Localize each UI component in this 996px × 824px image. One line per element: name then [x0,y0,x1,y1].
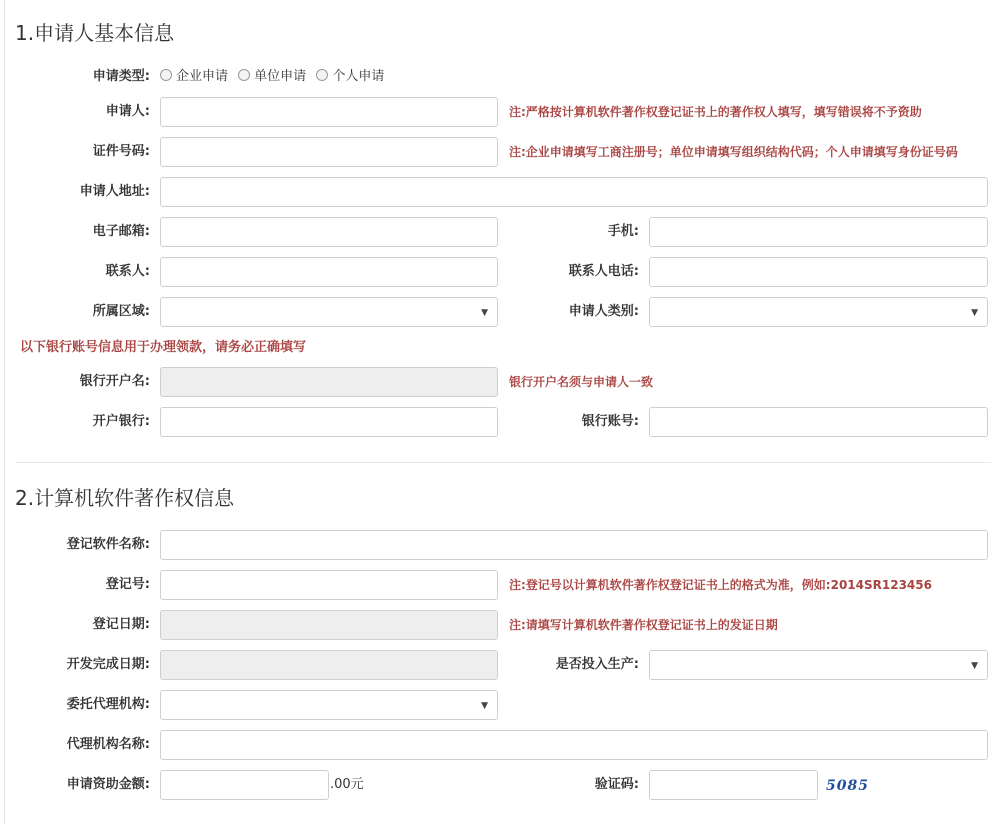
section-title-applicant: 1.申请人基本信息 [15,21,175,45]
email-input[interactable] [160,217,498,247]
region-label: 所属区域: [92,304,150,319]
amount-input[interactable] [160,770,329,800]
apply-type-label: 申请类型: [92,69,150,84]
id-number-note: 注:企业申请填写工商注册号；单位申请填写组织结构代码；个人申请填写身份证号码 [509,145,958,159]
bank-input[interactable] [160,407,498,437]
contact-phone-input[interactable] [649,257,988,287]
captcha-input[interactable] [649,770,818,800]
applicant-label: 申请人: [105,104,150,119]
id-number-input[interactable] [160,137,498,167]
email-label: 电子邮箱: [92,224,150,239]
category-label: 申请人类别: [568,304,639,319]
category-select[interactable] [649,297,988,327]
agency-label: 委托代理机构: [66,697,150,712]
reg-date-note: 注:请填写计算机软件著作权登记证书上的发证日期 [509,618,778,632]
applicant-input[interactable] [160,97,498,127]
section-divider [15,462,991,463]
captcha-image[interactable]: 5085 [826,778,869,794]
contact-phone-label: 联系人电话: [568,264,639,279]
chevron-down-icon: ▼ [481,308,488,318]
radio-unit[interactable] [238,69,250,81]
production-label: 是否投入生产: [555,657,639,672]
reg-no-note: 注:登记号以计算机软件著作权登记证书上的格式为准，例如:2014SR123456 [509,578,932,592]
dev-date-label: 开发完成日期: [66,657,150,672]
page-left-border [4,0,5,824]
chevron-down-icon: ▼ [971,308,978,318]
chevron-down-icon: ▼ [481,701,488,711]
production-select[interactable] [649,650,988,680]
apply-type-radio-group [160,67,390,87]
contact-input[interactable] [160,257,498,287]
software-name-label: 登记软件名称: [66,537,150,552]
agency-name-label: 代理机构名称: [66,737,150,752]
reg-date-label: 登记日期: [92,617,150,632]
region-select[interactable] [160,297,498,327]
account-label: 银行账号: [581,414,639,429]
section-title-software: 2.计算机软件著作权信息 [15,486,235,510]
radio-individual[interactable] [316,69,328,81]
agency-name-input[interactable] [160,730,988,760]
bank-name-label: 银行开户名: [79,374,150,389]
applicant-note: 注:严格按计算机软件著作权登记证书上的著作权人填写，填写错误将不予资助 [509,105,922,119]
software-name-input[interactable] [160,530,988,560]
bank-warning: 以下银行账号信息用于办理领款，请务必正确填写 [20,340,307,355]
amount-suffix: .00元 [330,777,364,792]
reg-date-input[interactable] [160,610,498,640]
bank-label: 开户银行: [92,414,150,429]
radio-individual-label: 个人申请 [332,69,385,84]
address-input[interactable] [160,177,988,207]
radio-enterprise-label: 企业申请 [176,69,229,84]
contact-label: 联系人: [105,264,150,279]
amount-label: 申请资助金额: [66,777,150,792]
mobile-label: 手机: [607,224,639,239]
captcha-label: 验证码: [594,777,639,792]
bank-name-input [160,367,498,397]
agency-select[interactable] [160,690,498,720]
radio-enterprise[interactable] [160,69,172,81]
reg-no-input[interactable] [160,570,498,600]
account-input[interactable] [649,407,988,437]
bank-name-note: 银行开户名须与申请人一致 [509,375,654,389]
reg-no-label: 登记号: [105,577,150,592]
mobile-input[interactable] [649,217,988,247]
chevron-down-icon: ▼ [971,661,978,671]
radio-unit-label: 单位申请 [254,69,307,84]
dev-date-input[interactable] [160,650,498,680]
id-number-label: 证件号码: [92,144,150,159]
address-label: 申请人地址: [79,184,150,199]
